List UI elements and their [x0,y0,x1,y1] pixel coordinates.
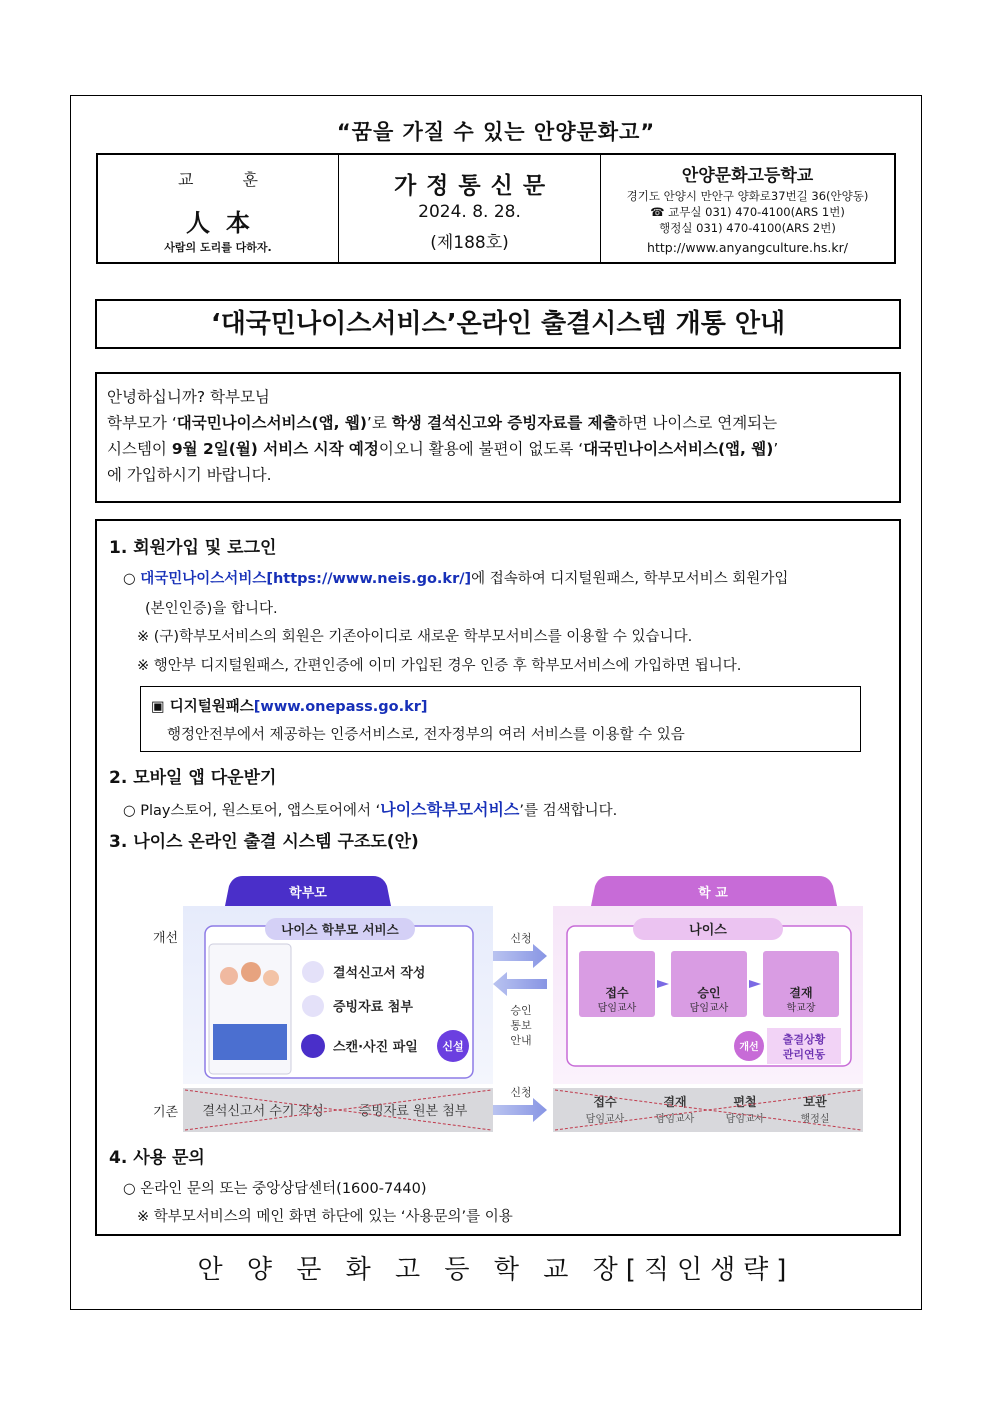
attendance-link-1: 출결상황 [782,1033,826,1046]
section-1-title: 1. 회원가입 및 로그인 [109,538,277,558]
newsletter-title: 가정통신문 [393,173,556,199]
phone-admin: 행정실 031) 470-4100(ARS 2번) [659,221,836,235]
mobile-login-area [213,1024,287,1060]
newsletter-date: 2024. 8. 28. [418,202,521,222]
app-name: 나이스학부모서비스 [380,800,520,819]
section-4-title: 4. 사용 문의 [109,1148,205,1168]
old-step-3-sub: 담임교사 [725,1114,765,1125]
old-step-4: 보관 [803,1095,827,1109]
row-label-improved: 개선 [153,931,179,946]
step-approve-sub: 담임교사 [689,1003,729,1014]
old-step-1-sub: 담임교사 [585,1114,625,1125]
notice-arrow [493,972,547,996]
row-label-existing: 기존 [153,1105,179,1120]
intro-text: 하면 나이스로 연계되는 [617,414,778,432]
old-apply-arrow [493,1098,547,1122]
intro-bold: 9월 2일(월) 서비스 시작 예정 [171,440,379,458]
school-name: 안양문화고등학교 [681,166,814,186]
notice-title: ‘대국민나이스서비스’온라인 출결시스템 개통 안내 [95,299,901,349]
intro-text: 시스템이 [107,440,172,458]
section-1-line-2: (본인인증)을 합니다. [145,601,278,617]
step-receive: 접수 [605,986,629,1000]
intro-text: 이오니 활용에 불편이 없도록 ‘ [378,440,584,458]
school-motto-cell [98,155,339,262]
intro-text: ’ [773,440,779,458]
content-box [95,519,901,1236]
motto-subtitle: 사람의 도리를 다하자. [164,241,272,254]
old-step-2: 결재 [663,1095,687,1109]
section-3-title: 3. 나이스 온라인 출결 시스템 구조도(안) [109,832,419,852]
new-badge-label: 신설 [442,1040,464,1053]
section-4-note: ※ 학부모서비스의 메인 화면 하단에 있는 ‘사용문의’를 이용 [137,1209,513,1225]
section-2-text: ○ Play스토어, 원스토어, 앱스토어에서 ‘ [123,803,381,819]
section-4-line: ○ 온라인 문의 또는 중앙상담센터(1600-7440) [123,1181,427,1197]
intro-bold: 대국민나이스서비스(앱, 웹) [583,440,774,458]
bullet: ○ [123,571,136,587]
step-sign-sub: 학교장 [786,1003,816,1014]
neis-label: 나이스 [689,923,727,938]
old-step-3: 편철 [733,1095,757,1109]
arrow-apply2-label: 신청 [510,1086,532,1099]
step-sign: 결재 [789,986,813,1000]
section-1-note-1: ※ (구)학부모서비스의 회원은 기존아이디로 새로운 학부모서비스를 이용할 수 있습니다. [137,629,693,645]
family-illustration [241,962,261,982]
motto-label: 교 훈 [178,170,280,189]
section-2-line [123,797,617,820]
attach-icon [302,995,324,1017]
scan-icon [301,1034,325,1058]
attendance-link-2: 관리연동 [782,1048,826,1061]
old-step-4-sub: 행정실 [800,1114,830,1125]
intro-text: ’로 [366,414,392,432]
intro-line-2 [107,436,889,462]
school-url[interactable]: http://www.anyangculture.hs.kr/ [647,240,848,255]
item-absence-report: 결석신고서 작성 [333,966,426,981]
improve-badge-label: 개선 [739,1042,759,1053]
arrow-notice-label-2: 통보 [510,1019,532,1032]
intro-line-3: 에 가입하시기 바랍니다. [107,466,272,484]
onepass-label [151,695,428,716]
phone-teacher: ☎ 교무실 031) 470-4100(ARS 1번) [650,205,845,219]
section-1-note-2: ※ 행안부 디지털원패스, 간편인증에 이미 가입된 경우 인증 후 학부모서비스에 가입하면 됩니다. [137,658,742,674]
intro-bold: 대국민나이스서비스(앱, 웹) [176,414,367,432]
school-tab-label: 학 교 [698,886,728,901]
apply-arrow [493,944,547,968]
school-address: 경기도 안양시 만안구 양화로37번길 36(안양동) [626,189,869,203]
parent-service-label: 나이스 학부모 서비스 [281,922,399,937]
item-scan-photo: 스캔·사진 파일 [333,1040,418,1055]
family-illustration [263,970,279,986]
old-original-attach: 증빙자료 원본 첨부 [358,1104,468,1119]
arrow-notice-label-1: 승인 [510,1004,532,1017]
neis-url-link[interactable]: [https://www.neis.go.kr/] [266,571,472,587]
intro-line-1 [107,410,889,436]
section-1-line [123,567,788,588]
intro-bold: 학생 결석신고와 증빙자료를 제출 [391,414,618,432]
newsletter-title-cell [339,155,601,262]
family-illustration [220,967,238,985]
school-slogan: “꿈을 가질 수 있는 안양문화고” [336,120,656,144]
principal-signature: 안 양 문 화 고 등 학 교 장[직인생략] [197,1255,795,1285]
intro-text: 학부모가 ‘ [107,414,177,432]
arrow-notice-label-3: 안내 [510,1034,532,1047]
onepass-description: 행정안전부에서 제공하는 인증서비스로, 전자정부의 여러 서비스를 이용할 수 있음 [167,727,685,743]
section-2-text: ’를 검색합니다. [519,803,618,819]
newsletter-header [96,153,896,264]
item-evidence-attach: 증빙자료 첨부 [333,1000,413,1015]
newsletter-issue: (제188호) [430,233,509,253]
onepass-label-text: ▣ 디지털원패스 [151,699,254,715]
neis-service-link[interactable]: 대국민나이스서비스 [140,571,267,587]
old-step-1: 접수 [593,1095,617,1109]
intro-box [95,372,901,503]
parent-tab-label: 학부모 [289,886,327,901]
motto-value: 人本 [186,208,266,237]
section-1-text: 에 접속하여 디지털원패스, 학부모서비스 회원가입 [471,571,789,587]
onepass-box [140,686,861,752]
section-2-title: 2. 모바일 앱 다운받기 [109,768,277,788]
arrow-apply-label: 신청 [510,932,532,945]
write-icon [302,961,324,983]
onepass-url-link[interactable]: [www.onepass.go.kr] [253,699,428,715]
attendance-system-diagram [133,876,863,1136]
step-receive-sub: 담임교사 [597,1003,637,1014]
greeting: 안녕하십니까? 학부모님 [107,388,270,406]
old-handwritten: 결석신고서 수기 작성 [202,1104,324,1119]
old-step-2-sub: 담임교사 [655,1114,695,1125]
school-info-cell [601,155,894,262]
step-approve: 승인 [697,986,721,1000]
